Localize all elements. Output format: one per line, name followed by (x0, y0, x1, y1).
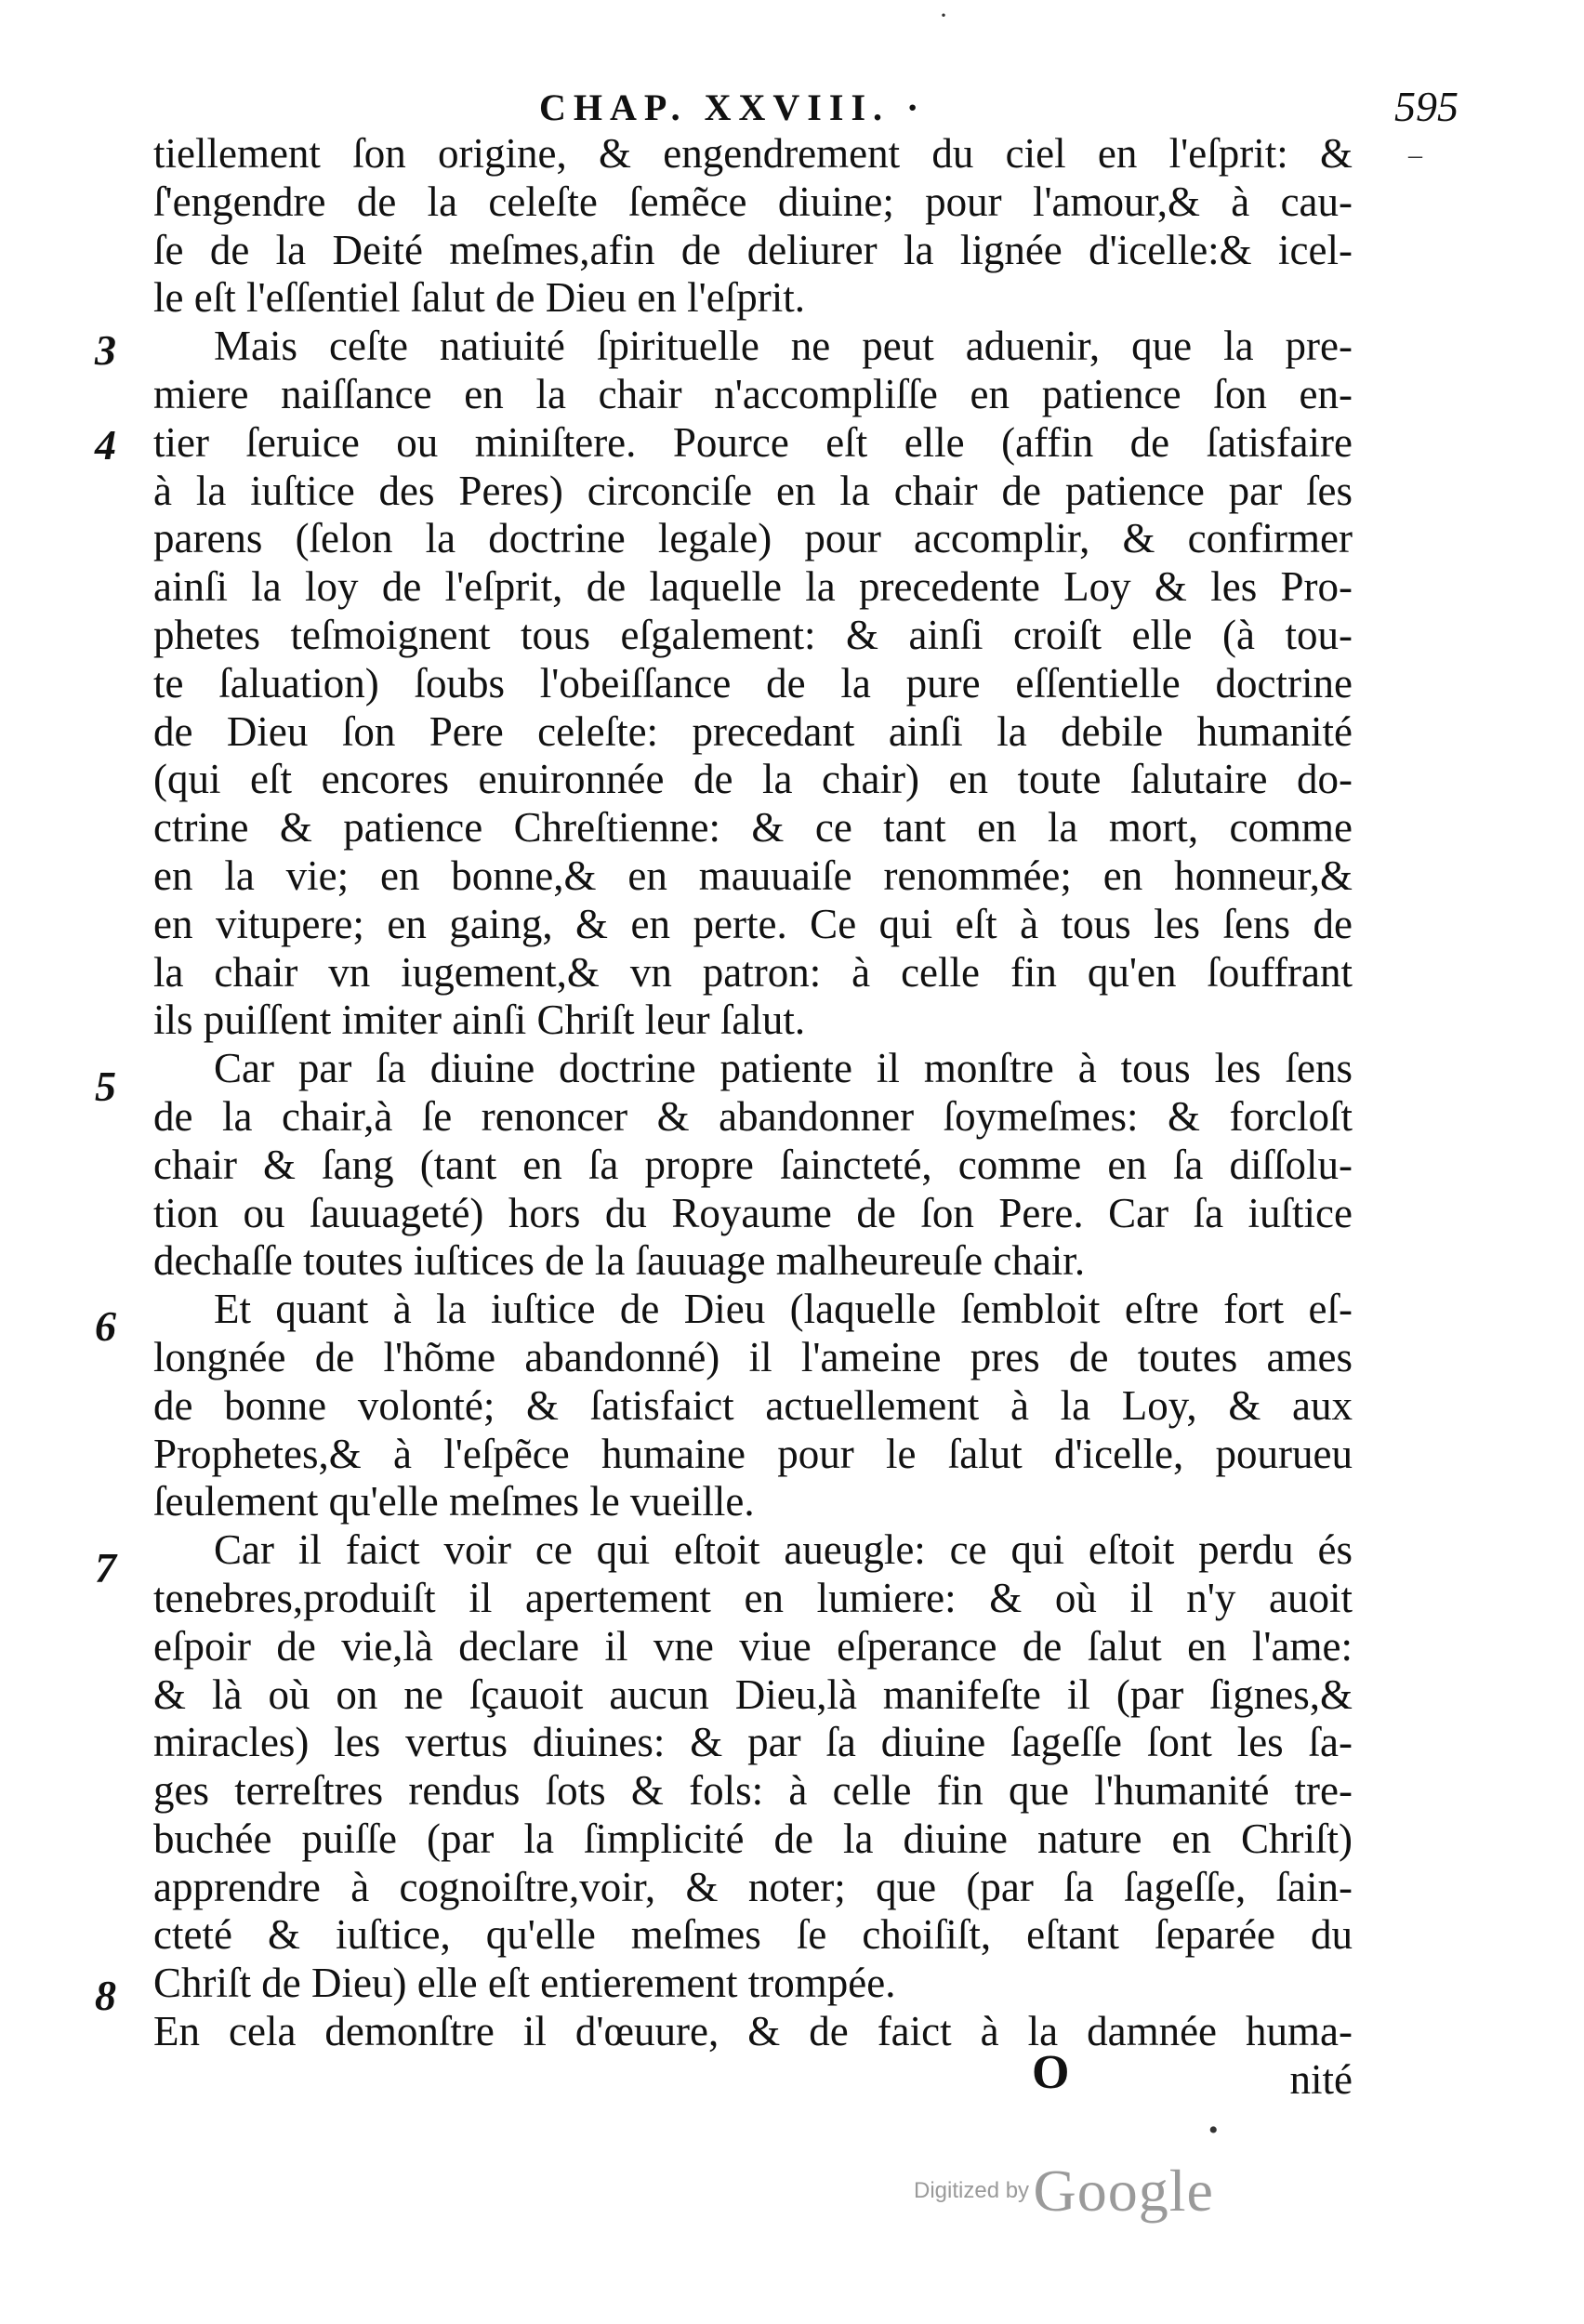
text-line: en vitupere; en gaing, & en perte. Ce qui eſt à tous les ſens de (153, 900, 1353, 947)
margin-number-6: 6 (95, 1302, 116, 1350)
text-line: longnée de l'hõme abandonné) il l'ameine pres de toutes ames (153, 1333, 1353, 1380)
text-line: le eſt l'eſſentiel ſalut de Dieu en l'eſprit. (153, 274, 805, 322)
text-line: Car par ſa diuine doctrine patiente il monſtre à tous les ſens (214, 1045, 1353, 1092)
text-line: ainſi la loy de l'eſprit, de laquelle la precedente Loy & les Pro- (153, 563, 1353, 611)
text-line: eſpoir de vie,là declare il vne viue eſperance de ſalut en l'ame: (153, 1622, 1353, 1670)
page-number: 595 (1394, 83, 1459, 130)
text-line: Prophetes,& à l'eſpẽce humaine pour le ſalut d'icelle, pourueu (153, 1430, 1353, 1477)
text-line: Mais ceſte natiuité ſpirituelle ne peut aduenir, que la pre- (214, 323, 1353, 370)
text-line: la chair vn iugement,& vn patron: à celle fin qu'en ſouffrant (153, 948, 1353, 996)
stray-mark: – (1408, 139, 1422, 170)
digitized-watermark (914, 2157, 1214, 2225)
text-line: miracles) les vertus diuines: & par ſa diuine ſageſſe ſont les ſa- (153, 1719, 1353, 1766)
text-line: tion ou ſauuageté) hors du Royaume de ſon Pere. Car ſa iuſtice (153, 1189, 1353, 1236)
text-line: tiellement ſon origine, & engendrement du ciel en l'eſprit: & (153, 130, 1353, 177)
text-line: phetes teſmoignent tous eſgalement: & ainſi croiſt elle (à tou- (153, 611, 1353, 658)
text-line: à la iuſtice des Peres) circonciſe en la chair de patience par ſes (153, 467, 1353, 514)
text-line: en la vie; en bonne,& en mauuaiſe renommée; en honneur,& (153, 852, 1353, 899)
text-line: de bonne volonté; & ſatisfaict actuellement à la Loy, & aux (153, 1381, 1353, 1429)
text-line: chair & ſang (tant en ſa propre ſaincteté, comme en ſa diſſolu- (153, 1141, 1353, 1188)
text-line: En cela demonſtre il d'œuure, & de faict à la damnée huma- (153, 2008, 1353, 2055)
stray-mark: • (1208, 2115, 1219, 2146)
margin-number-3: 3 (95, 326, 116, 374)
text-line: ſeulement qu'elle meſmes le vueille. (153, 1478, 755, 1525)
text-line: Car il faict voir ce qui eſtoit aueugle: ce qui eſtoit perdu és (214, 1526, 1353, 1574)
text-line: ſe de la Deité meſmes,afin de deliurer la lignée d'icelle:& icel- (153, 226, 1353, 273)
stray-mark: · (939, 0, 948, 31)
google-logo: Google (1033, 2158, 1214, 2224)
text-line: dechaſſe toutes iuſtices de la ſauuage malheureuſe chair. (153, 1237, 1086, 1285)
text-line: cteté & iuſtice, qu'elle meſmes ſe choiſiſt, eſtant ſeparée du (153, 1911, 1353, 1959)
text-line: tier ſeruice ou miniſtere. Pource eſt elle (affin de ſatisfaire (153, 418, 1353, 466)
margin-number-7: 7 (95, 1544, 116, 1591)
signature-mark: O (1032, 2046, 1070, 2099)
text-line: ges terreſtres rendus ſots & fols: à celle fin que l'humanité tre- (153, 1767, 1353, 1815)
text-line: Chriſt de Dieu) elle eſt entierement trompée. (153, 1960, 896, 2007)
running-head: CHAP. XXVIII. · (539, 86, 927, 128)
body-text (153, 130, 1353, 2105)
margin-number-8: 8 (95, 1972, 116, 2019)
catchword: nité (1289, 2055, 1353, 2103)
text-line: ils puiſſent imiter ainſi Chriſt leur ſalut. (153, 997, 806, 1044)
margin-number-5: 5 (95, 1063, 116, 1110)
text-line: ctrine & patience Chreſtienne: & ce tant en la mort, comme (153, 804, 1353, 852)
text-line: de Dieu ſon Pere celeſte: precedant ainſi la debile humanité (153, 707, 1353, 755)
watermark-prefix: Digitized by (914, 2178, 1030, 2203)
text-line: (qui eſt encores enuironnée de la chair) en toute ſalutaire do- (153, 756, 1353, 803)
margin-number-4: 4 (95, 421, 116, 469)
text-line: miere naiſſance en la chair n'accompliſſe en patience ſon en- (153, 370, 1353, 417)
text-line: buchée puiſſe (par la ſimplicité de la diuine nature en Chriſt) (153, 1815, 1353, 1862)
text-line: tenebres,produiſt il apertement en lumiere: & où il n'y auoit (153, 1574, 1353, 1621)
text-line: de la chair,à ſe renoncer & abandonner ſoymeſmes: & forcloſt (153, 1092, 1353, 1140)
text-line: apprendre à cognoiſtre,voir, & noter; que (par ſa ſageſſe, ſain- (153, 1863, 1353, 1910)
text-line: ſ'engendre de la celeſte ſemẽce diuine; pour l'amour,& à cau- (153, 178, 1353, 225)
text-line: parens (ſelon la doctrine legale) pour accomplir, & confirmer (153, 515, 1353, 562)
text-line: Et quant à la iuſtice de Dieu (laquelle ſembloit eſtre fort eſ- (214, 1286, 1353, 1333)
text-line: & là où on ne ſçauoit aucun Dieu,là manifeſte il (par ſignes,& (153, 1670, 1353, 1718)
text-line: te ſaluation) ſoubs l'obeiſſance de la pure eſſentielle doctrine (153, 659, 1353, 706)
